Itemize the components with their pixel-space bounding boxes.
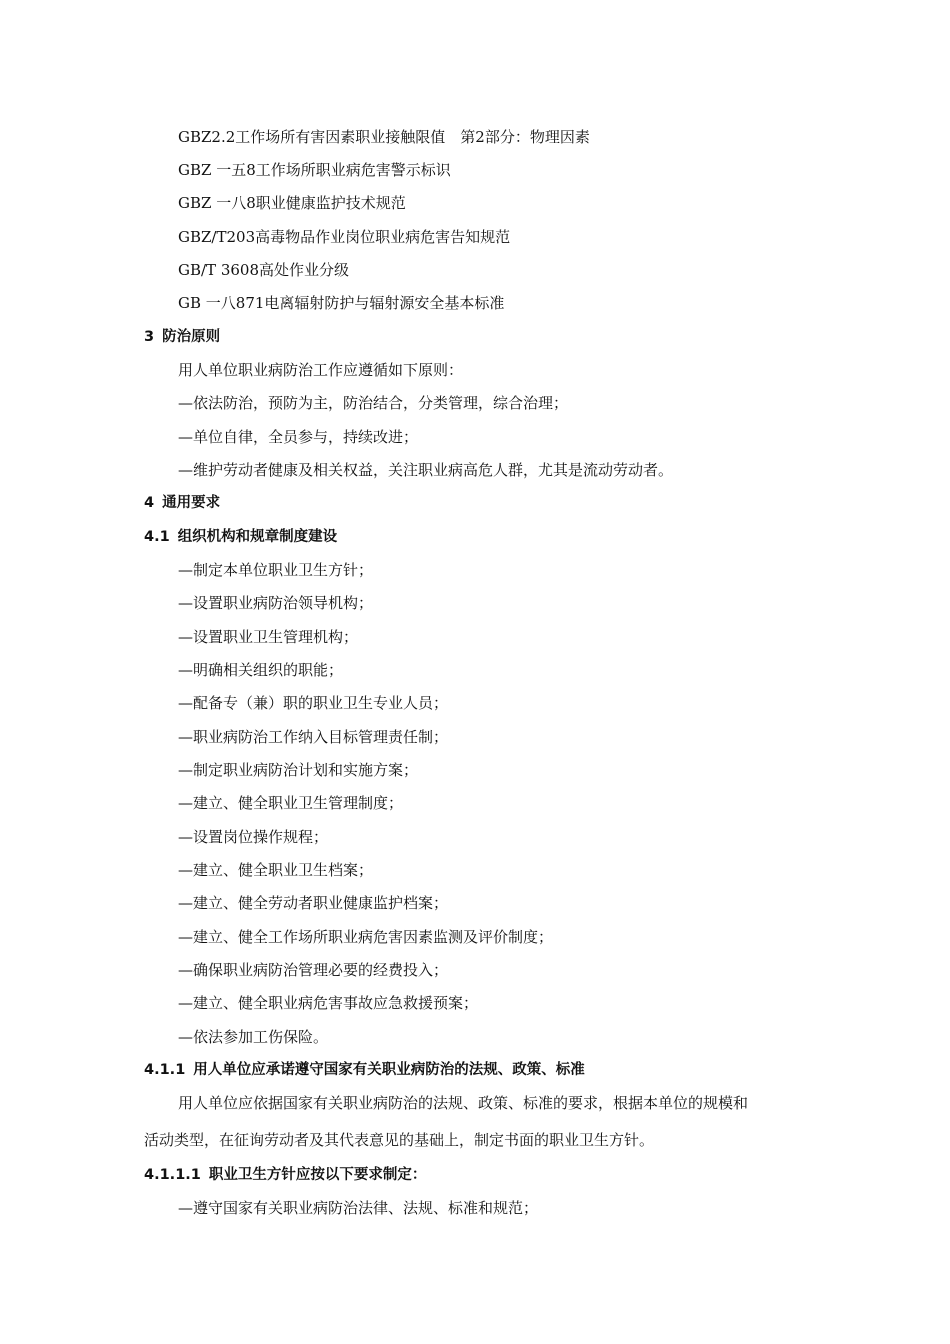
section-title: 组织机构和规章制度建设: [177, 529, 338, 545]
section-number: 4.1.1: [144, 1062, 186, 1078]
list-item: —明确相关组织的职能；: [178, 661, 344, 679]
list-item: —确保职业病防治管理必要的经费投入；: [178, 961, 449, 979]
section-heading: [144, 1165, 426, 1185]
reference-item: GBZ/T203高毒物品作业岗位职业病危害告知规范: [178, 228, 511, 246]
section-title: 职业卫生方针应按以下要求制定：: [208, 1167, 427, 1183]
reference-item: GBZ2.2工作场所有害因素职业接触限值 第2部分：物理因素: [178, 128, 590, 146]
paragraph: 用人单位职业病防治工作应遵循如下原则：: [178, 361, 464, 379]
section-number: 4.1.1.1: [144, 1167, 201, 1183]
list-item: —设置职业病防治领导机构；: [178, 594, 374, 612]
section-heading: [144, 527, 337, 547]
section-title: 用人单位应承诺遵守国家有关职业病防治的法规、政策、标准: [193, 1062, 585, 1078]
list-item: —建立、健全职业病危害事故应急救援预案；: [178, 994, 479, 1012]
list-item: —维护劳动者健康及相关权益，关注职业病高危人群，尤其是流动劳动者。: [178, 461, 674, 479]
list-item: —建立、健全劳动者职业健康监护档案；: [178, 894, 449, 912]
list-item: —依法防治，预防为主，防治结合，分类管理，综合治理；: [178, 394, 569, 412]
list-item: —职业病防治工作纳入目标管理责任制；: [178, 728, 449, 746]
reference-item: GBZ 一五8工作场所职业病危害警示标识: [178, 161, 451, 179]
section-heading: [144, 327, 220, 347]
reference-item: GB 一八871电离辐射防护与辐射源安全基本标准: [178, 294, 505, 312]
section-number: 3: [144, 329, 155, 345]
list-item: —建立、健全工作场所职业病危害因素监测及评价制度；: [178, 928, 554, 946]
list-item: —制定本单位职业卫生方针；: [178, 561, 374, 579]
section-title: 通用要求: [162, 495, 221, 511]
list-item: —配备专（兼）职的职业卫生专业人员；: [178, 694, 449, 712]
section-number: 4: [144, 495, 155, 511]
section-title: 防治原则: [162, 329, 221, 345]
list-item: —建立、健全职业卫生档案；: [178, 861, 374, 879]
section-heading: [144, 493, 220, 513]
section-number: 4.1: [144, 529, 170, 545]
list-item: —依法参加工伤保险。: [178, 1028, 329, 1046]
list-item: —设置职业卫生管理机构；: [178, 628, 359, 646]
list-item: —制定职业病防治计划和实施方案；: [178, 761, 419, 779]
paragraph: 活动类型，在征询劳动者及其代表意见的基础上，制定书面的职业卫生方针。: [144, 1131, 655, 1149]
paragraph: 用人单位应依据国家有关职业病防治的法规、政策、标准的要求，根据本单位的规模和: [178, 1094, 749, 1112]
list-item: —设置岗位操作规程；: [178, 828, 329, 846]
list-item: —建立、健全职业卫生管理制度；: [178, 794, 404, 812]
list-item: —单位自律，全员参与，持续改进；: [178, 428, 419, 446]
reference-item: GBZ 一八8职业健康监护技术规范: [178, 194, 406, 212]
list-item: —遵守国家有关职业病防治法律、法规、标准和规范；: [178, 1199, 539, 1217]
reference-item: GB/T 3608高处作业分级: [178, 261, 350, 279]
section-heading: [144, 1060, 585, 1080]
